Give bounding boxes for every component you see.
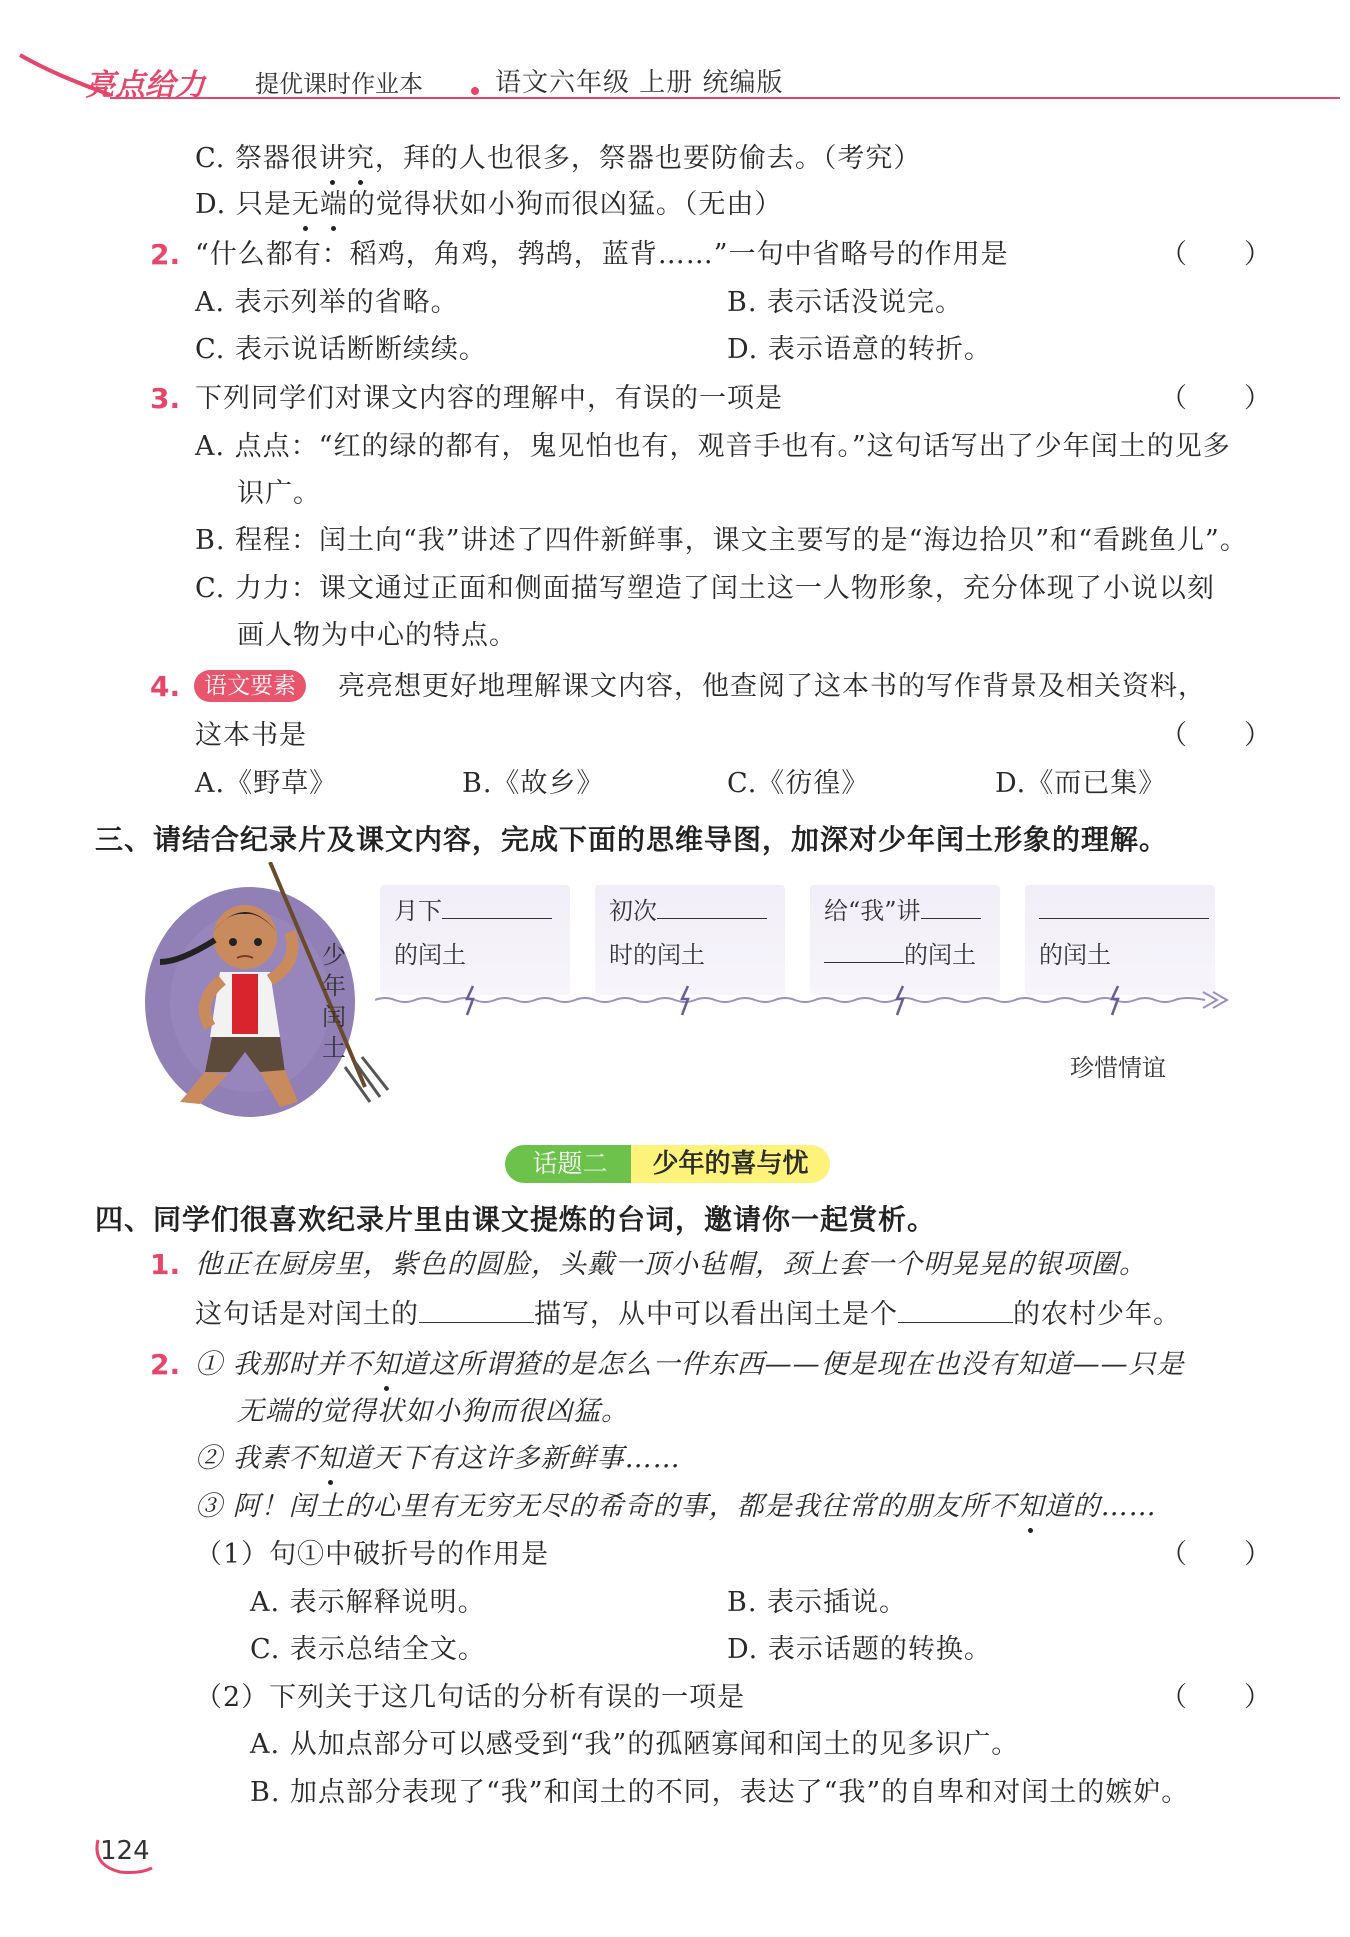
s4-q1-number: 1. [150, 1248, 181, 1281]
q4-answer-paren[interactable]: （ ） [1160, 720, 1272, 751]
mindmap-box-4 [1025, 885, 1215, 995]
timeline-end-label: 珍惜情谊 [1070, 1054, 1166, 1082]
s3-post: 的…… [1072, 1491, 1157, 1522]
q2-option-a[interactable]: A. 表示列举的省略。 [195, 287, 459, 318]
sub1-option-d[interactable]: D. 表示话题的转换。 [727, 1634, 992, 1665]
brand-logo: 亮点给力 [85, 68, 205, 103]
s4-q2-sentence-1-cont: 无端的觉得状如小狗而很凶猛。 [237, 1396, 629, 1427]
q4-number: 4. [150, 670, 181, 703]
s4-q1-fill [195, 1296, 1181, 1332]
s3-dotted: 不知道 [988, 1491, 1073, 1522]
sub1-option-b[interactable]: B. 表示插说。 [727, 1587, 908, 1618]
q3-option-c-cont: 画人物为中心的特点。 [237, 620, 517, 651]
box3-blank-1[interactable] [921, 892, 981, 919]
sub1-option-c[interactable]: C. 表示总结全文。 [250, 1634, 486, 1665]
s2-post: 天下有这许多新鲜事…… [372, 1443, 681, 1474]
sub2-option-a[interactable]: A. 从加点部分可以感受到“我”的孤陋寡闻和闰土的见多识广。 [250, 1729, 1020, 1760]
box2-blank[interactable] [657, 892, 767, 919]
sub1-answer-paren[interactable]: （ ） [1160, 1539, 1272, 1570]
s4-q1-blank-2[interactable] [898, 1296, 1013, 1323]
series-title: 提优课时作业本 [255, 70, 423, 98]
s1-dotted: 不知道 [344, 1349, 429, 1380]
page-number: 124 [100, 1836, 150, 1866]
s4-q2-sentence-1 [195, 1348, 1185, 1382]
box2-line2: 时的闰土 [609, 941, 705, 969]
s4-q1-quote: 他正在厨房里，紫色的圆脸，头戴一顶小毡帽，颈上套一个明晃晃的银项圈。 [195, 1249, 1147, 1280]
box4-blank[interactable] [1039, 892, 1209, 919]
q2-option-d[interactable]: D. 表示语意的转折。 [727, 334, 992, 365]
s3-pre: ③ 阿！闰土的心里有无穷无尽的希奇的事，都是我往常的朋友所 [195, 1491, 989, 1522]
q4-option-b[interactable]: B.《故乡》 [462, 768, 605, 799]
section3-title: 三、请结合纪录片及课文内容，完成下面的思维导图，加深对少年闰土形象的理解。 [95, 823, 1169, 856]
timeline-arrow [375, 985, 1235, 1025]
q3-option-c[interactable]: C. 力力：课文通过正面和侧面描写塑造了闰土这一人物形象，充分体现了小说以刻 [195, 573, 1215, 604]
s4-q1-blank-1[interactable] [419, 1296, 534, 1323]
box4-line2: 的闰土 [1039, 941, 1111, 969]
mindmap-box-2 [595, 885, 785, 995]
mindmap-box-3 [810, 885, 1000, 995]
q4-stem: 亮亮想更好地理解课文内容，他查阅了这本书的写作背景及相关资料， [338, 671, 1206, 702]
q3-stem: 下列同学们对课文内容的理解中，有误的一项是 [195, 383, 783, 414]
q2-number: 2. [150, 238, 181, 271]
topic-title: 少年的喜与忧 [631, 1145, 830, 1183]
q4-stem-cont: 这本书是 [195, 720, 307, 751]
box3-line1: 给“我”讲 [824, 897, 921, 925]
sub1-stem: （1）句①中破折号的作用是 [195, 1539, 550, 1570]
q4-option-a[interactable]: A.《野草》 [195, 768, 338, 799]
s1-pre: ① 我那时并 [195, 1349, 345, 1380]
section4-title: 四、同学们很喜欢纪录片里由课文提炼的台词，邀请你一起赏析。 [95, 1203, 937, 1236]
s2-pre: ② 我素 [195, 1443, 289, 1474]
q3-number: 3. [150, 382, 181, 415]
sub2-answer-paren[interactable]: （ ） [1160, 1682, 1272, 1713]
s1-post: 这所谓猹的是怎么一件东西——便是现在也没有知道——只是 [428, 1349, 1185, 1380]
option-d-prev: D. 只是无端的觉得状如小狗而很凶猛。（无由） [195, 189, 783, 220]
q2-answer-paren[interactable]: （ ） [1160, 239, 1272, 270]
q2-option-b[interactable]: B. 表示话没说完。 [727, 287, 964, 318]
s4-q2-sentence-2 [195, 1442, 681, 1476]
q4-option-c[interactable]: C.《彷徨》 [727, 768, 870, 799]
topic-banner [505, 1145, 830, 1183]
mindmap-box-1 [380, 885, 570, 995]
q3-option-a-cont: 识广。 [237, 478, 321, 509]
box1-line2: 的闰土 [394, 941, 466, 969]
runtu-illustration [140, 862, 400, 1127]
box3-line2: 的闰土 [904, 941, 976, 969]
q4-tag: 语文要素 [194, 670, 306, 702]
sub2-option-b[interactable]: B. 加点部分表现了“我”和闰土的不同，表达了“我”的自卑和对闰土的嫉妒。 [250, 1777, 1190, 1808]
topic-tag: 话题二 [505, 1145, 635, 1183]
s2-dotted: 不知道 [288, 1443, 373, 1474]
box2-line1: 初次 [609, 897, 657, 925]
q2-stem: “什么都有：稻鸡，角鸡，鹁鸪，蓝背……”一句中省略号的作用是 [195, 239, 1009, 270]
option-c-prev: C. 祭器很讲究，拜的人也很多，祭器也要防偷去。（考究） [195, 143, 922, 174]
sub2-stem: （2）下列关于这几句话的分析有误的一项是 [195, 1682, 746, 1713]
box1-blank[interactable] [442, 892, 552, 919]
s4-q1-fill-part1: 这句话是对闰土的 [195, 1299, 419, 1330]
s4-q2-sentence-3 [195, 1490, 1157, 1524]
q3-option-a[interactable]: A. 点点：“红的绿的都有，鬼见怕也有，观音手也有。”这句话写出了少年闰土的见多 [195, 431, 1231, 462]
box1-line1: 月下 [394, 897, 442, 925]
sub1-option-a[interactable]: A. 表示解释说明。 [250, 1587, 486, 1618]
box3-blank-2[interactable] [824, 936, 904, 963]
figure-label: 少年闰土 [322, 941, 346, 1062]
q4-option-d[interactable]: D.《而已集》 [995, 768, 1167, 799]
q3-option-b[interactable]: B. 程程：闰土向“我”讲述了四件新鲜事，课文主要写的是“海边拾贝”和“看跳鱼儿”。 [195, 525, 1248, 556]
grade-title: 语文六年级 上册 统编版 [495, 68, 784, 98]
q2-option-c[interactable]: C. 表示说话断断续续。 [195, 334, 487, 365]
q3-answer-paren[interactable]: （ ） [1160, 383, 1272, 414]
s4-q1-fill-part2: 描写，从中可以看出闰土是个 [534, 1299, 898, 1330]
s4-q1-fill-part3: 的农村少年。 [1013, 1299, 1181, 1330]
s4-q2-number: 2. [150, 1348, 181, 1381]
